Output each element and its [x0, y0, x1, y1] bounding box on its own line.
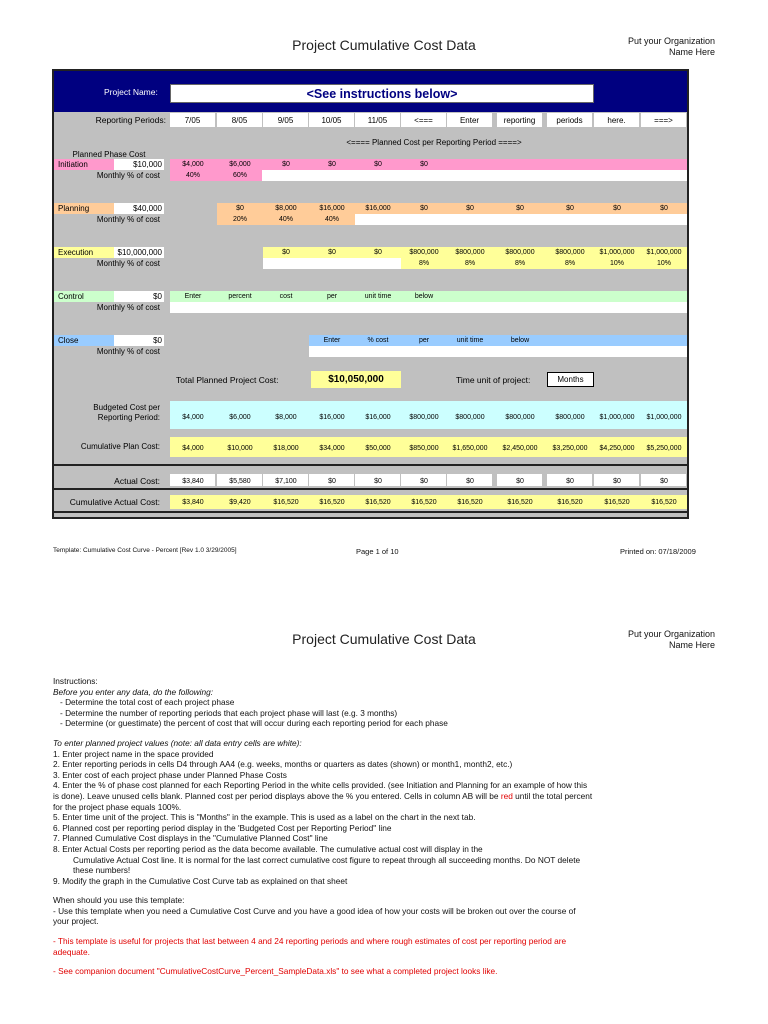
instructions: [53, 676, 593, 977]
actual-cell: $0: [516, 478, 524, 485]
cumulative_plan-cell: $850,000: [409, 445, 439, 452]
phase-name: Planning: [58, 204, 90, 213]
pct-cell: 40%: [324, 216, 339, 223]
planned-cost-cell: $0: [374, 161, 382, 168]
divider: [54, 464, 687, 466]
red-word: red: [500, 790, 513, 801]
step: 2. Enter reporting periods in cells D4 through AA4 (e.g. weeks, months or quarters as dates (shown) or month1, month2, etc.): [53, 759, 513, 770]
cumulative_actual-cell: $16,520: [411, 499, 437, 506]
when-heading: When should you use this template:: [53, 895, 185, 906]
planned-cost-cell: $0: [566, 205, 574, 212]
budgeted-cell: $800,000: [555, 414, 585, 421]
period-cell: 8/05: [231, 116, 248, 125]
period-cell: here.: [607, 116, 626, 125]
cumulative_actual-cell: $16,520: [273, 499, 299, 506]
divider: [54, 511, 687, 513]
planned-cost-cell: $800,000: [555, 249, 585, 256]
instruction-cell: % cost: [367, 337, 389, 344]
planned-cost-cell: $0: [282, 161, 290, 168]
planned-cost-cell: $4,000: [182, 161, 204, 168]
period-cell: <===: [414, 116, 433, 125]
reporting-periods-label: Reporting Periods:: [95, 115, 166, 125]
total-planned-label: Total Planned Project Cost:: [176, 375, 279, 385]
cumulative_plan-cell: $4,000: [182, 445, 204, 452]
cumulative_plan-cell: $5,250,000: [646, 445, 682, 452]
cumulative_actual-cell: $16,520: [319, 499, 345, 506]
cumulative_plan-cell: $1,650,000: [452, 445, 488, 452]
phase-pct-input[interactable]: [355, 214, 687, 225]
planned-cost-cell: $8,000: [275, 205, 297, 212]
when-item: - This template is useful for projects that last between 4 and 24 reporting periods and where rough estimates of cost per reporting period are adequate.: [53, 936, 567, 957]
phase-name: Execution: [58, 248, 94, 257]
planned-cost-cell: $1,000,000: [646, 249, 682, 256]
phase-amount: $10,000,000: [117, 248, 162, 257]
step: 1. Enter project name in the space provided: [53, 748, 214, 759]
pct-cell: 40%: [278, 216, 293, 223]
instruction-cell: unit time: [456, 337, 484, 344]
planned-cost-cell: $0: [420, 205, 428, 212]
total-planned-value: $10,050,000: [328, 374, 384, 385]
phase-amount: $0: [153, 336, 162, 345]
period-cell: reporting: [503, 116, 536, 125]
cumulative_actual-cell: $16,520: [457, 499, 483, 506]
planned-cost-cell: $0: [236, 205, 244, 212]
planned-cost-cell: $16,000: [319, 205, 345, 212]
budgeted-cell: $800,000: [505, 414, 535, 421]
actual-cell: $7,100: [275, 478, 297, 485]
pct-cell: 10%: [656, 260, 671, 267]
actual-cell: $0: [328, 478, 336, 485]
monthly-pct-label: Monthly % of cost: [96, 171, 160, 180]
actual-cell: $3,840: [182, 478, 204, 485]
cumulative_actual-cell: $3,840: [182, 499, 204, 506]
budgeted-cell: $4,000: [182, 414, 204, 421]
monthly-pct-label: Monthly % of cost: [96, 303, 160, 312]
period-cell: 10/05: [321, 116, 342, 125]
instruction-cell: below: [510, 337, 530, 344]
cumulative_plan-cell: $34,000: [319, 445, 345, 452]
budgeted-cell: $800,000: [455, 414, 485, 421]
pct-cell: 40%: [185, 172, 200, 179]
cumulative-plan-label: Cumulative Plan Cost:: [80, 442, 160, 451]
cumulative_plan-cell: $50,000: [365, 445, 391, 452]
time-unit-value: Months: [557, 375, 584, 384]
pct-cell: 20%: [232, 216, 247, 223]
instruction-cell: per: [326, 293, 338, 300]
pct-cell: 60%: [232, 172, 247, 179]
divider: [54, 488, 687, 490]
cumulative_actual-cell: $9,420: [229, 499, 251, 506]
period-cell: ===>: [654, 116, 673, 125]
planned-cost-cell: $16,000: [365, 205, 391, 212]
instruction-cell: Enter: [323, 337, 341, 344]
planned-cost-cell: $0: [328, 249, 336, 256]
period-cell: 11/05: [367, 116, 388, 125]
actual-cell: $0: [566, 478, 574, 485]
cumulative_plan-cell: $2,450,000: [502, 445, 538, 452]
page-title: Project Cumulative Cost Data: [292, 631, 476, 647]
planned-cost-cell: $0: [420, 161, 428, 168]
step: 6. Planned cost per reporting period display in the 'Budgeted Cost per Reporting Period" line: [53, 822, 392, 833]
monthly-pct-label: Monthly % of cost: [96, 259, 160, 268]
pct-cell: 8%: [564, 260, 576, 267]
phase-amount: $10,000: [133, 160, 162, 169]
instruction-cell: below: [414, 293, 434, 300]
budgeted-cell: $16,000: [319, 414, 345, 421]
monthly-pct-label: Monthly % of cost: [96, 215, 160, 224]
cumulative_actual-cell: $16,520: [651, 499, 677, 506]
planned-phase-cost-label: Planned Phase Cost: [72, 150, 146, 159]
instruction-cell: per: [418, 337, 430, 344]
footer-template: Template: Cumulative Cost Curve - Percent [Rev 1.0 3/29/2005]: [53, 547, 237, 554]
planned-cost-cell: $0: [466, 205, 474, 212]
project-name-label: Project Name:: [104, 87, 158, 97]
cumulative-actual-label: Cumulative Actual Cost:: [69, 497, 160, 507]
planned-cost-cell: $1,000,000: [599, 249, 635, 256]
planned-cost-cell: $800,000: [455, 249, 485, 256]
footer-page: Page 1 of 10: [356, 547, 399, 556]
actual-cell: $0: [374, 478, 382, 485]
budgeted-label-2: Reporting Period:: [97, 413, 160, 422]
planned-cost-cell: $0: [328, 161, 336, 168]
cumulative_plan-cell: $10,000: [227, 445, 253, 452]
period-cell: 7/05: [184, 116, 201, 125]
when-item: - See companion document "CumulativeCostCurve_Percent_SampleData.xls" to see what a completed project looks like.: [53, 966, 498, 977]
instructions-heading: Instructions:: [53, 676, 98, 686]
phase-amount: $0: [153, 292, 162, 301]
phase-pct-input[interactable]: [309, 346, 687, 357]
page-title: Project Cumulative Cost Data: [292, 37, 476, 53]
pct-cell: 10%: [609, 260, 624, 267]
planned-cost-cell: $0: [374, 249, 382, 256]
cost-data-sheet: [52, 69, 689, 519]
step: 7. Planned Cumulative Cost displays in the "Cumulative Planned Cost" line: [53, 833, 328, 844]
phase-pct-input[interactable]: [262, 170, 687, 181]
project-name-value: <See instructions below>: [306, 87, 458, 101]
budgeted-label-1: Budgeted Cost per: [93, 403, 160, 412]
planned-cost-cell: $0: [613, 205, 621, 212]
pct-cell: 8%: [464, 260, 476, 267]
step-continued: Cumulative Actual Cost line. It is normal for the last correct cumulative cost figure to repeat through all succeeding months. Do NOT delete these numbers!: [73, 854, 581, 876]
instruction-cell: cost: [279, 293, 293, 300]
planned-cost-header: <==== Planned Cost per Reporting Period ====>: [346, 138, 522, 147]
budgeted-cell: $16,000: [365, 414, 391, 421]
cumulative_actual-cell: $16,520: [557, 499, 583, 506]
instruction-cell: percent: [228, 293, 252, 300]
step: 8. Enter Actual Costs per reporting period as the data become available. The cumulative actual cost will display in the: [53, 843, 483, 854]
enter-heading: To enter planned project values (note: all data entry cells are white):: [53, 737, 302, 748]
before-item: - Determine the number of reporting periods that each project phase will last (e.g. 3 months): [60, 707, 398, 718]
phase-name: Control: [58, 292, 84, 301]
instruction-cell: Enter: [184, 293, 202, 300]
actual-cell: $0: [420, 478, 428, 485]
planned-cost-cell: $0: [282, 249, 290, 256]
before-item: - Determine the total cost of each project phase: [60, 697, 235, 708]
budgeted-cell: $800,000: [409, 414, 439, 421]
monthly-pct-label: Monthly % of cost: [96, 347, 160, 356]
phase-amount: $40,000: [133, 204, 162, 213]
before-item: - Determine (or guestimate) the percent of cost that will occur during each reporting period for each phase: [60, 718, 448, 729]
phase-name: Close: [58, 336, 79, 345]
instructions-before: Before you enter any data, do the following:: [53, 686, 214, 697]
cumulative_plan-cell: $4,250,000: [599, 445, 635, 452]
budgeted-cell: $1,000,000: [646, 414, 682, 421]
phase-name: Initiation: [58, 160, 88, 169]
pct-cell: 8%: [418, 260, 430, 267]
step: 4. Enter the % of phase cost planned for each Reporting Period in the white cells provided. (see Initiation and Planning for an example of how this is done). Leave unused cells blank. Planned cost per period displays above the % you entered. Cells in column AB will be red until the total percent for the project phase equals 100%.: [53, 780, 593, 812]
actual-cell: $0: [613, 478, 621, 485]
organization-name: Put your Organization Name Here: [627, 36, 715, 57]
planned-cost-cell: $0: [516, 205, 524, 212]
budgeted-cell: $6,000: [229, 414, 251, 421]
cumulative_actual-cell: $16,520: [507, 499, 533, 506]
actual-cost-label: Actual Cost:: [114, 476, 160, 486]
actual-cell: $5,580: [229, 478, 251, 485]
step: 5. Enter time unit of the project. This is "Months" in the example. This is used as a label on the chart in the next tab.: [53, 812, 476, 823]
planned-cost-cell: $0: [660, 205, 668, 212]
budgeted-cell: $8,000: [275, 414, 297, 421]
when-item: - Use this template when you need a Cumulative Cost Curve and you have a good idea of how your costs will be broken out over the course of your project.: [53, 905, 576, 927]
pct-cell: 8%: [514, 260, 526, 267]
cumulative_actual-cell: $16,520: [604, 499, 630, 506]
step: 9. Modify the graph in the Cumulative Cost Curve tab as explained on that sheet: [53, 875, 348, 886]
step: 3. Enter cost of each project phase under Planned Phase Costs: [53, 769, 287, 780]
time-unit-label: Time unit of project:: [456, 375, 531, 385]
cumulative_plan-cell: $3,250,000: [552, 445, 588, 452]
planned-cost-cell: $800,000: [409, 249, 439, 256]
cumulative_plan-cell: $18,000: [273, 445, 299, 452]
period-cell: 9/05: [277, 116, 294, 125]
budgeted-cell: $1,000,000: [599, 414, 635, 421]
phase-pct-input[interactable]: [263, 258, 401, 269]
actual-cell: $0: [660, 478, 668, 485]
period-cell: Enter: [459, 116, 480, 125]
planned-cost-cell: $800,000: [505, 249, 535, 256]
footer-printed: Printed on: 07/18/2009: [620, 547, 696, 556]
planned-cost-cell: $6,000: [229, 161, 251, 168]
instruction-cell: unit time: [364, 293, 392, 300]
actual-cell: $0: [466, 478, 474, 485]
phase-pct-input[interactable]: [170, 302, 687, 313]
period-cell: periods: [556, 116, 583, 125]
organization-name: Put your Organization Name Here: [627, 629, 715, 650]
cumulative_actual-cell: $16,520: [365, 499, 391, 506]
